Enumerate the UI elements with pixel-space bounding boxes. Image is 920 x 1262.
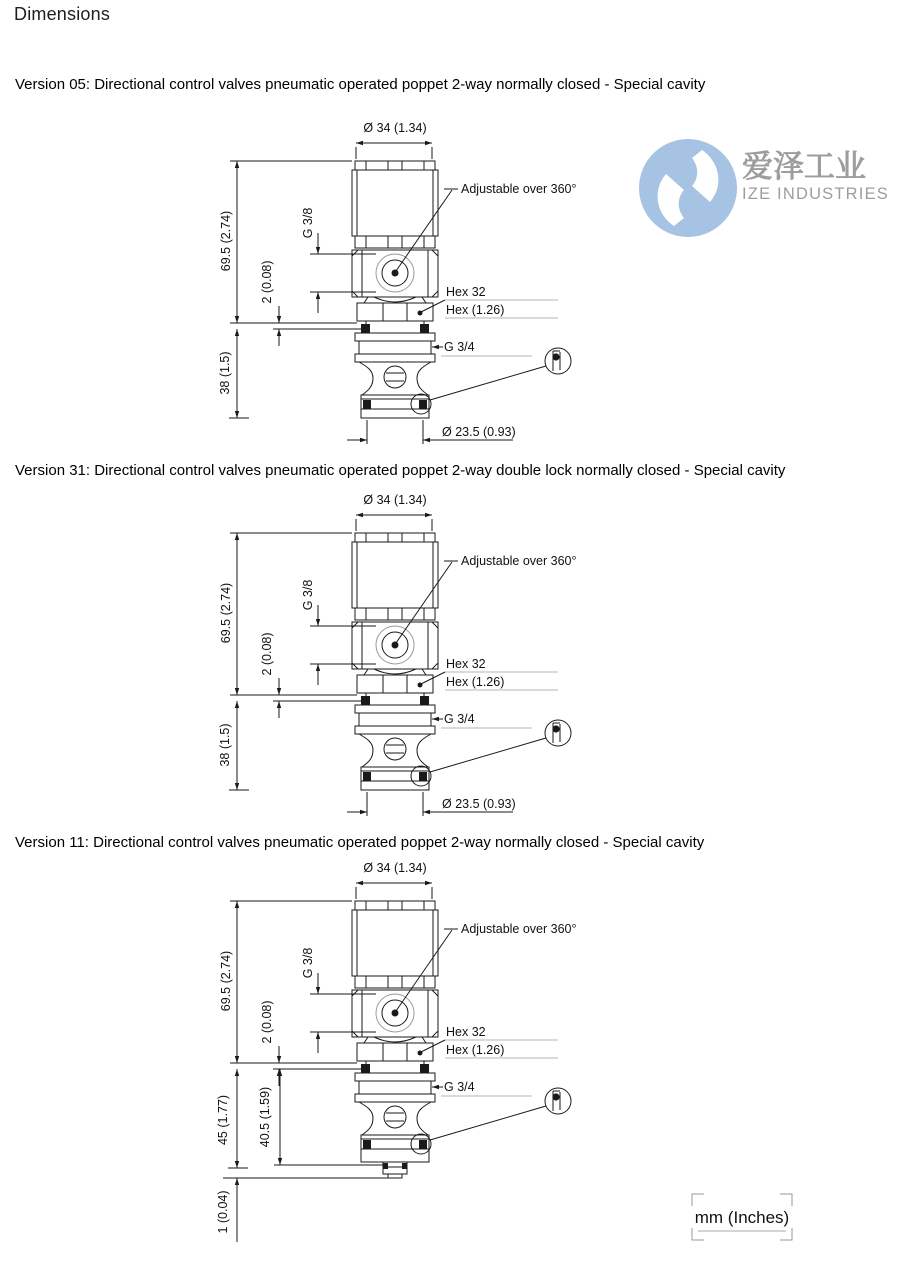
dim-label-bottom-diameter: Ø 23.5 (0.93) [442,797,516,811]
callout-adjustable: Adjustable over 360° [461,554,577,568]
dim-label-overall-height: 69.5 (2.74) [219,950,233,1012]
dim-label-lower-height: 38 (1.5) [218,723,232,767]
dim-label-gap: 2 (0.08) [260,1000,274,1044]
dim-label-top-diameter: Ø 34 (1.34) [363,493,427,507]
units-label: mm (Inches) [694,1208,790,1227]
callout-hex-inches: Hex (1.26) [446,303,505,317]
callout-hex-inches: Hex (1.26) [446,1043,505,1057]
dim-label-overall-height: 69.5 (2.74) [219,210,233,272]
callout-hex-inches: Hex (1.26) [446,675,505,689]
dim-label-top-diameter: Ø 34 (1.34) [363,861,427,875]
callout-adjustable: Adjustable over 360° [461,922,577,936]
dim-label-stem: 1 (0.04) [216,1190,230,1234]
bracket-corner-icon [780,1228,792,1240]
section-heading-version-05: Version 05: Directional control valves pneumatic operated poppet 2-way normally closed - Special cavity [15,76,706,93]
callout-body-thread: G 3/4 [444,1080,475,1094]
callout-hex-size: Hex 32 [446,1025,486,1039]
dim-label-bottom-diameter: Ø 23.5 (0.93) [442,425,516,439]
section-heading-version-31: Version 31: Directional control valves pneumatic operated poppet 2-way double lock normally closed - Special cavity [15,462,786,479]
dim-label-inner-height: 40.5 (1.59) [258,1086,272,1148]
page-title: Dimensions [14,4,111,24]
dim-label-top-diameter: Ø 34 (1.34) [363,121,427,135]
bracket-corner-icon [780,1194,792,1206]
units-box [690,1192,794,1242]
dim-label-port-thread: G 3/8 [301,947,315,979]
dim-label-port-thread: G 3/8 [301,207,315,239]
callout-hex-size: Hex 32 [446,285,486,299]
dim-label-overall-height: 69.5 (2.74) [219,582,233,644]
dim-label-gap: 2 (0.08) [260,632,274,676]
callout-body-thread: G 3/4 [444,712,475,726]
logo-name-english: IZE INDUSTRIES [742,185,889,203]
callout-adjustable: Adjustable over 360° [461,182,577,196]
dim-label-lower-height: 38 (1.5) [218,351,232,395]
callout-body-thread: G 3/4 [444,340,475,354]
section-heading-version-11: Version 11: Directional control valves pneumatic operated poppet 2-way normally closed - Special cavity [15,834,705,851]
callout-hex-size: Hex 32 [446,657,486,671]
bracket-corner-icon [692,1194,704,1206]
dim-label-lower-height: 45 (1.77) [216,1094,230,1146]
logo-name-chinese: 爱泽工业 [742,149,866,184]
valve-drawing-version-05 [0,110,920,455]
dim-label-port-thread: G 3/8 [301,579,315,611]
valve-drawing-version-31 [0,482,920,828]
bracket-corner-icon [692,1228,704,1240]
dim-label-gap: 2 (0.08) [260,260,274,304]
